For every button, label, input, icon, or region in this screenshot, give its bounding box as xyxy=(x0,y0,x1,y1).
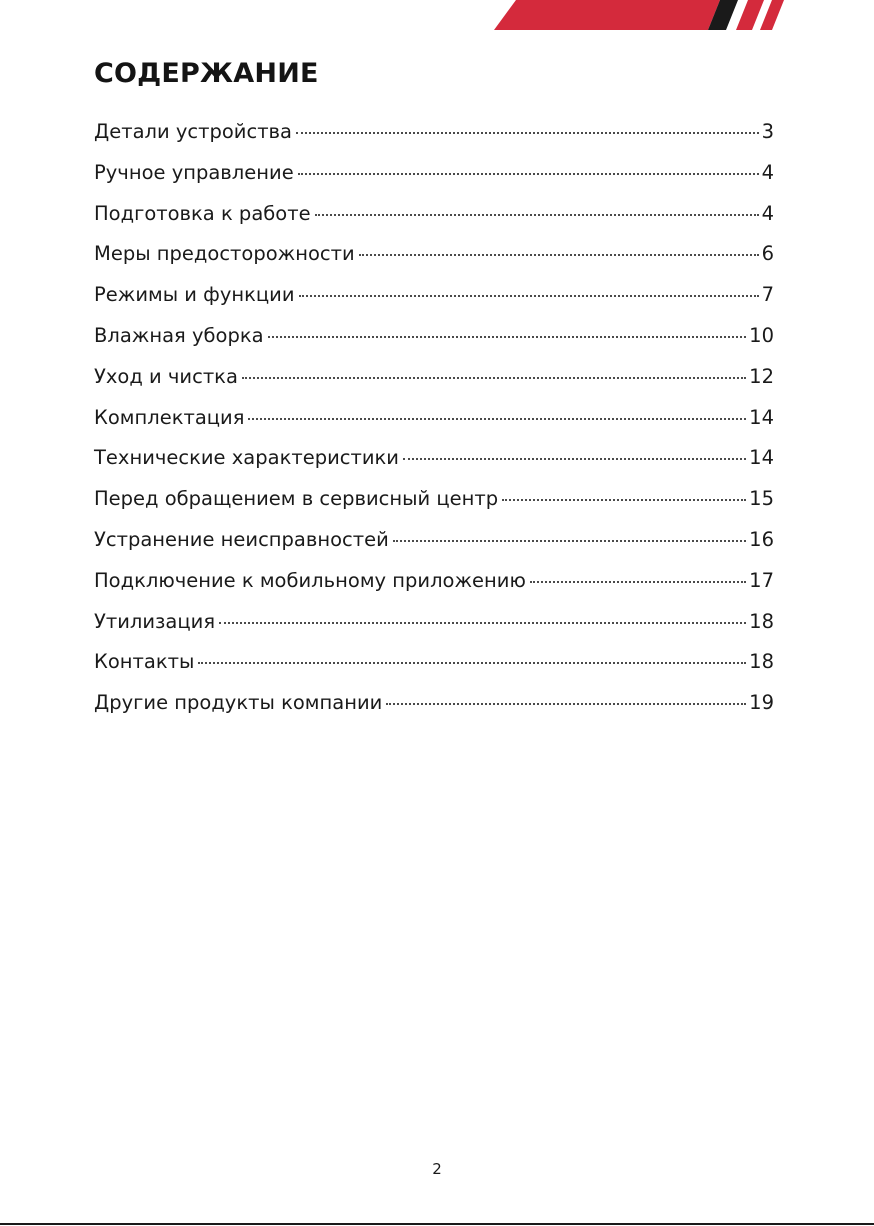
toc-entry[interactable] xyxy=(94,324,774,365)
toc-dot-leader xyxy=(502,499,746,501)
toc-entry[interactable] xyxy=(94,691,774,732)
toc-entry[interactable] xyxy=(94,650,774,691)
toc-dot-leader xyxy=(393,540,746,542)
toc-entry-page: 15 xyxy=(749,487,774,511)
red-slant-stripe xyxy=(736,0,764,30)
toc-entry-page: 6 xyxy=(761,242,774,266)
toc-dot-leader xyxy=(198,662,746,664)
toc-entry-label: Утилизация xyxy=(94,609,216,633)
toc-entry-page: 17 xyxy=(749,568,774,592)
toc-entry-page: 14 xyxy=(749,405,774,429)
toc-entry-page: 14 xyxy=(749,446,774,470)
toc-entry-page: 18 xyxy=(749,650,774,674)
toc-dot-leader xyxy=(219,622,746,624)
toc-entry-label: Подключение к мобильному приложению xyxy=(94,568,526,592)
toc-dot-leader xyxy=(403,458,746,460)
toc-dot-leader xyxy=(530,581,746,583)
toc-entry-page: 7 xyxy=(761,283,774,307)
toc-entry[interactable] xyxy=(94,283,774,324)
toc-dot-leader xyxy=(298,173,759,175)
toc-entry-label: Влажная уборка xyxy=(94,323,264,347)
toc-entry-page: 18 xyxy=(749,609,774,633)
toc-entry-label: Перед обращением в сервисный центр xyxy=(94,487,499,511)
page-number: 2 xyxy=(432,1160,442,1178)
page-title: СОДЕРЖАНИЕ xyxy=(94,58,319,89)
toc-dot-leader xyxy=(315,214,759,216)
toc-entry-label: Режимы и функции xyxy=(94,283,295,307)
header-stripe-decoration xyxy=(494,0,784,30)
toc-entry[interactable] xyxy=(94,487,774,528)
toc-entry[interactable] xyxy=(94,446,774,487)
toc-entry-page: 10 xyxy=(749,323,774,347)
toc-entry-page: 4 xyxy=(761,160,774,184)
toc-entry-page: 4 xyxy=(761,201,774,225)
toc-dot-leader xyxy=(299,295,759,297)
toc-entry[interactable] xyxy=(94,569,774,610)
toc-entry-page: 16 xyxy=(749,527,774,551)
toc-entry[interactable] xyxy=(94,242,774,283)
toc-entry-label: Технические характеристики xyxy=(94,446,399,470)
toc-entry[interactable] xyxy=(94,365,774,406)
toc-entry-page: 12 xyxy=(749,364,774,388)
toc-dot-leader xyxy=(359,254,759,256)
toc-entry-label: Устранение неисправностей xyxy=(94,527,389,551)
toc-entry-label: Детали устройства xyxy=(94,120,292,143)
toc-entry[interactable] xyxy=(94,610,774,651)
toc-dot-leader xyxy=(248,418,746,420)
toc-entry-page: 19 xyxy=(749,691,774,715)
red-slant-stripe-small xyxy=(760,0,784,30)
toc-dot-leader xyxy=(296,132,759,134)
toc-entry-label: Комплектация xyxy=(94,405,245,429)
toc-dot-leader xyxy=(386,703,746,705)
toc-entry-label: Ручное управление xyxy=(94,160,294,184)
toc-entry-label: Подготовка к работе xyxy=(94,201,311,225)
toc-entry[interactable] xyxy=(94,120,774,161)
bottom-divider xyxy=(0,1223,874,1225)
toc-dot-leader xyxy=(268,336,747,338)
toc-entry-label: Контакты xyxy=(94,650,195,674)
toc-entry-label: Другие продукты компании xyxy=(94,691,383,715)
toc-entry[interactable] xyxy=(94,406,774,447)
toc-entry-page: 3 xyxy=(761,120,774,143)
toc-entry[interactable] xyxy=(94,528,774,569)
toc-entry-label: Уход и чистка xyxy=(94,364,238,388)
toc-entry-label: Меры предосторожности xyxy=(94,242,355,266)
table-of-contents xyxy=(94,120,774,732)
red-stripe-shape xyxy=(494,0,720,30)
toc-dot-leader xyxy=(242,377,746,379)
toc-entry[interactable] xyxy=(94,161,774,202)
toc-entry[interactable] xyxy=(94,202,774,243)
